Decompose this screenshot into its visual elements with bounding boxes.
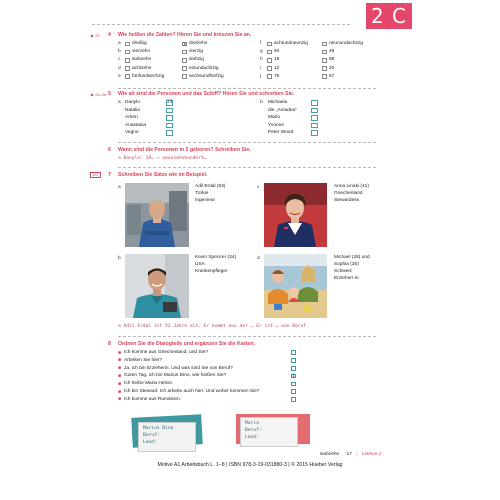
ex5-name: Michaela	[268, 100, 288, 105]
top-divider	[92, 24, 350, 25]
ex7-d-line1: Michael (28) und	[334, 255, 370, 260]
ex8-bullet-icon: ■	[118, 365, 122, 372]
ex8-bullet-icon: ■	[118, 349, 122, 356]
ex8-line: Ja, ich bin Erzieherin. Und was sind Sie von Beruf?	[124, 365, 233, 371]
ex7-d-line2: Sophia (25)	[334, 262, 359, 267]
ex8-order-box[interactable]	[291, 382, 296, 387]
ex5-answer-box[interactable]	[311, 100, 318, 106]
ex8-title: Ordnen Sie die Dialogteile und ergänzen Sie die Karten.	[118, 341, 255, 347]
ex4-audio-ref: ▶ 22	[91, 33, 100, 38]
ex7-number: 7	[108, 172, 111, 178]
ex4-option: siebzig	[189, 57, 204, 63]
ex7-info-a	[195, 183, 225, 204]
ex7-a-line3: Ingenieur	[195, 198, 216, 203]
ex4-checkbox[interactable]	[125, 42, 130, 47]
divider-3	[118, 167, 376, 168]
ex4-checkbox[interactable]	[125, 50, 130, 55]
ex8-order-box[interactable]	[291, 358, 296, 363]
ex4-checkbox[interactable]	[125, 58, 130, 63]
ex8-order-box[interactable]	[291, 389, 296, 394]
ex4-checkbox[interactable]	[322, 66, 327, 71]
ex4-checkbox[interactable]	[125, 66, 130, 71]
page-footer	[320, 452, 381, 457]
photo-adil-erdal-image	[125, 183, 189, 247]
ex4-row-letter: g	[260, 49, 263, 55]
ex8-bullet-icon: ■	[118, 380, 122, 387]
ex5-letter-a: a	[118, 100, 121, 105]
ex4-option: vierzig	[189, 49, 203, 55]
ex4-option: 88	[329, 57, 335, 63]
ex7-info-b	[195, 254, 236, 275]
ex8-line: Ich bin Steward. Ich arbeite auch hier. Und woher kommen Sie?	[124, 389, 260, 394]
ex5-answer-box[interactable]	[166, 108, 173, 114]
ex7-b-line3: Krankenpfleger	[195, 269, 228, 274]
ex4-option: dreißig	[132, 41, 147, 46]
ex4-checkbox[interactable]	[182, 50, 187, 55]
ex5-name: Vegne	[125, 130, 139, 136]
ex7-b-line2: USA	[195, 262, 205, 267]
ex4-option: 57	[329, 73, 335, 79]
ex4-option: 18	[274, 57, 280, 63]
ex4-option: neunundachtzig	[329, 41, 363, 46]
ex5-name: die „Amadea"	[268, 107, 297, 113]
ex4-option: 94	[274, 49, 280, 55]
ex5-audio-ref: ▶ 23–26	[91, 92, 107, 97]
ex5-name: Danylo	[125, 100, 140, 105]
ex7-a-line1: Adil Erdal (53)	[195, 184, 226, 189]
photo-michael-sophia-image	[264, 254, 327, 318]
ex5-name: Natalia	[125, 107, 140, 113]
ex5-answer-box[interactable]	[311, 123, 318, 129]
card-maria-name: Maria	[245, 421, 259, 426]
ex4-checkbox[interactable]: X	[183, 41, 187, 48]
card-marius-beruf: Beruf:	[143, 433, 160, 438]
ex5-answer-box[interactable]: 23	[167, 100, 173, 105]
ex7-b-line1: Kevin Spencer (34)	[195, 255, 237, 260]
ex5-name: Anastasia	[125, 122, 147, 128]
photo-adil-erdal	[125, 183, 189, 247]
ex7-a-line2: Türkei	[195, 191, 209, 196]
ex8-line: Ich komme aus Rumänien.	[124, 396, 182, 402]
ex5-answer-box[interactable]	[311, 108, 318, 114]
ex8-order-box[interactable]	[291, 366, 296, 371]
ex4-option: vierzehn	[132, 49, 151, 55]
ex4-option: dreizehn	[189, 41, 208, 46]
ex5-name: Yvonne	[268, 122, 285, 128]
divider-1	[118, 88, 376, 89]
ex7-letter-a: a	[118, 185, 121, 190]
ex8-line: Guten Tag, ich bin Marius Dino, wie heißen Sie?	[124, 373, 227, 379]
card-marius-paper	[138, 422, 196, 452]
ex4-row-letter: c	[118, 57, 121, 63]
photo-anna-linaki	[264, 183, 327, 247]
ex4-row-letter: f	[260, 41, 262, 46]
ex4-checkbox[interactable]	[182, 58, 187, 63]
ex4-option: 75	[274, 73, 280, 79]
ex4-checkbox[interactable]	[322, 42, 327, 47]
ex5-number: 5	[108, 91, 111, 97]
credit-line: Motive A1 Arbeitsbuch L. 1–8 | ISBN 978-3-19-031880-3 | © 2015 Hueber Verlag	[157, 462, 343, 468]
ex4-option: 20	[329, 65, 335, 71]
ex4-checkbox[interactable]	[322, 74, 327, 79]
ex5-name: Mario	[268, 115, 280, 121]
ex4-row-letter: i	[260, 65, 262, 71]
lesson-label: Lektion 2	[361, 452, 382, 457]
divider-4	[118, 336, 376, 337]
ex5-title: Wie alt sind die Personen und das Schiff? Hören Sie und schreiben Sie.	[118, 91, 295, 97]
ex7-d-line4: Erzieher/-in	[334, 276, 359, 281]
card-maria-paper	[240, 417, 298, 447]
ex7-info-c	[334, 183, 369, 204]
ex7-c-line2: Griechenland	[334, 191, 363, 196]
ex7-letter-c: c	[257, 185, 260, 190]
card-maria	[236, 414, 310, 444]
chapter-label: 2 C	[370, 4, 408, 28]
ex4-row-letter: j	[260, 73, 262, 79]
ex8-bullet-icon: ■	[118, 388, 122, 395]
ex6-example: a Danylo: 19… → neunzehnhundert…	[118, 156, 207, 161]
ex5-name: Artem	[125, 115, 138, 121]
ex8-line: Arbeiten Sie hier?	[124, 357, 163, 363]
card-marius	[132, 416, 202, 446]
photo-kevin-spencer-image	[125, 254, 189, 318]
ex4-row-letter: d	[118, 65, 121, 71]
ex5-answer-box[interactable]	[166, 115, 173, 121]
ex4-checkbox[interactable]	[267, 58, 272, 63]
ex7-badge: DG	[90, 172, 101, 178]
ex7-c-line3: Stewardess	[334, 198, 360, 203]
ex4-option: achtzehn	[132, 65, 152, 71]
ex7-info-d	[334, 254, 370, 282]
card-maria-beruf: Beruf:	[245, 428, 262, 433]
ex5-answer-box[interactable]	[166, 123, 173, 129]
ex7-letter-b: b	[118, 256, 121, 261]
ex4-row-letter: b	[118, 49, 121, 55]
ex4-title: Wie heißen die Zahlen? Hören Sie und kreuzen Sie an.	[118, 32, 252, 38]
page-word: siebzehn	[320, 452, 340, 457]
ex6-title: Wann sind die Personen in 5 geboren? Schreiben Sie.	[118, 147, 251, 153]
ex5-answer-box[interactable]	[311, 115, 318, 121]
ex8-order-box[interactable]	[291, 397, 296, 402]
divider-2	[118, 142, 376, 143]
ex4-number: 4	[108, 32, 111, 38]
ex4-checkbox[interactable]	[125, 74, 130, 79]
ex8-bullet-icon: ■	[118, 373, 122, 379]
card-marius-land: Land:	[143, 440, 157, 445]
ex4-checkbox[interactable]	[267, 74, 272, 79]
ex4-row-letter: a	[118, 41, 121, 46]
ex4-option: 49	[329, 49, 335, 55]
ex4-checkbox[interactable]	[182, 74, 187, 79]
ex6-number: 6	[108, 147, 111, 153]
ex4-option: fünfundsechzig	[132, 73, 165, 79]
ex4-row-letter: h	[260, 57, 263, 63]
ex8-line: Ich komme aus Griechenland, und Sie?	[124, 350, 208, 355]
ex7-example: a Adil Erdal ist 53 Jahre alt. Er kommt aus der … Er ist … von Beruf.	[118, 324, 309, 329]
ex8-number: 8	[108, 341, 111, 347]
chapter-tab	[366, 3, 412, 29]
ex4-option: sechsundfünfzig	[189, 73, 224, 79]
ex5-name: Peter Wood	[268, 130, 294, 136]
ex8-order-box[interactable]	[291, 350, 296, 355]
ex4-option: siebzehn	[132, 57, 152, 63]
ex4-row-letter: e	[118, 73, 121, 79]
ex4-checkbox[interactable]	[267, 42, 272, 47]
card-maria-land: Land:	[245, 435, 259, 440]
photo-anna-linaki-image	[264, 183, 327, 247]
ex8-line: Ich heiße Maria Helios.	[124, 381, 174, 387]
ex7-d-line3: Schweiz	[334, 269, 352, 274]
photo-michael-sophia	[264, 254, 327, 318]
ex8-order-box[interactable]: 1	[292, 373, 295, 379]
ex5-answer-box[interactable]	[166, 130, 173, 136]
ex8-bullet-icon: ■	[118, 357, 122, 364]
ex4-checkbox[interactable]	[322, 50, 327, 55]
ex5-answer-box[interactable]	[311, 130, 318, 136]
ex4-checkbox[interactable]	[267, 50, 272, 55]
footer-separator: |	[356, 452, 358, 457]
page-number: 17	[346, 452, 352, 457]
ex5-letter-b: b	[260, 100, 263, 105]
ex4-option: 12	[274, 65, 280, 71]
ex7-title: Schreiben Sie Sätze wie im Beispiel.	[118, 172, 208, 178]
ex4-checkbox[interactable]	[182, 66, 187, 71]
ex4-option: achtundneunzig	[274, 41, 308, 46]
ex8-bullet-icon: ■	[118, 396, 122, 403]
ex4-checkbox[interactable]	[267, 66, 272, 71]
ex7-c-line1: Anna Linaki (41)	[334, 184, 369, 189]
card-marius-name: Marius Dino	[143, 426, 174, 431]
photo-kevin-spencer	[125, 254, 189, 318]
ex7-letter-d: d	[257, 256, 260, 261]
ex4-option: einundachtzig	[189, 65, 219, 71]
ex4-checkbox[interactable]	[322, 58, 327, 63]
